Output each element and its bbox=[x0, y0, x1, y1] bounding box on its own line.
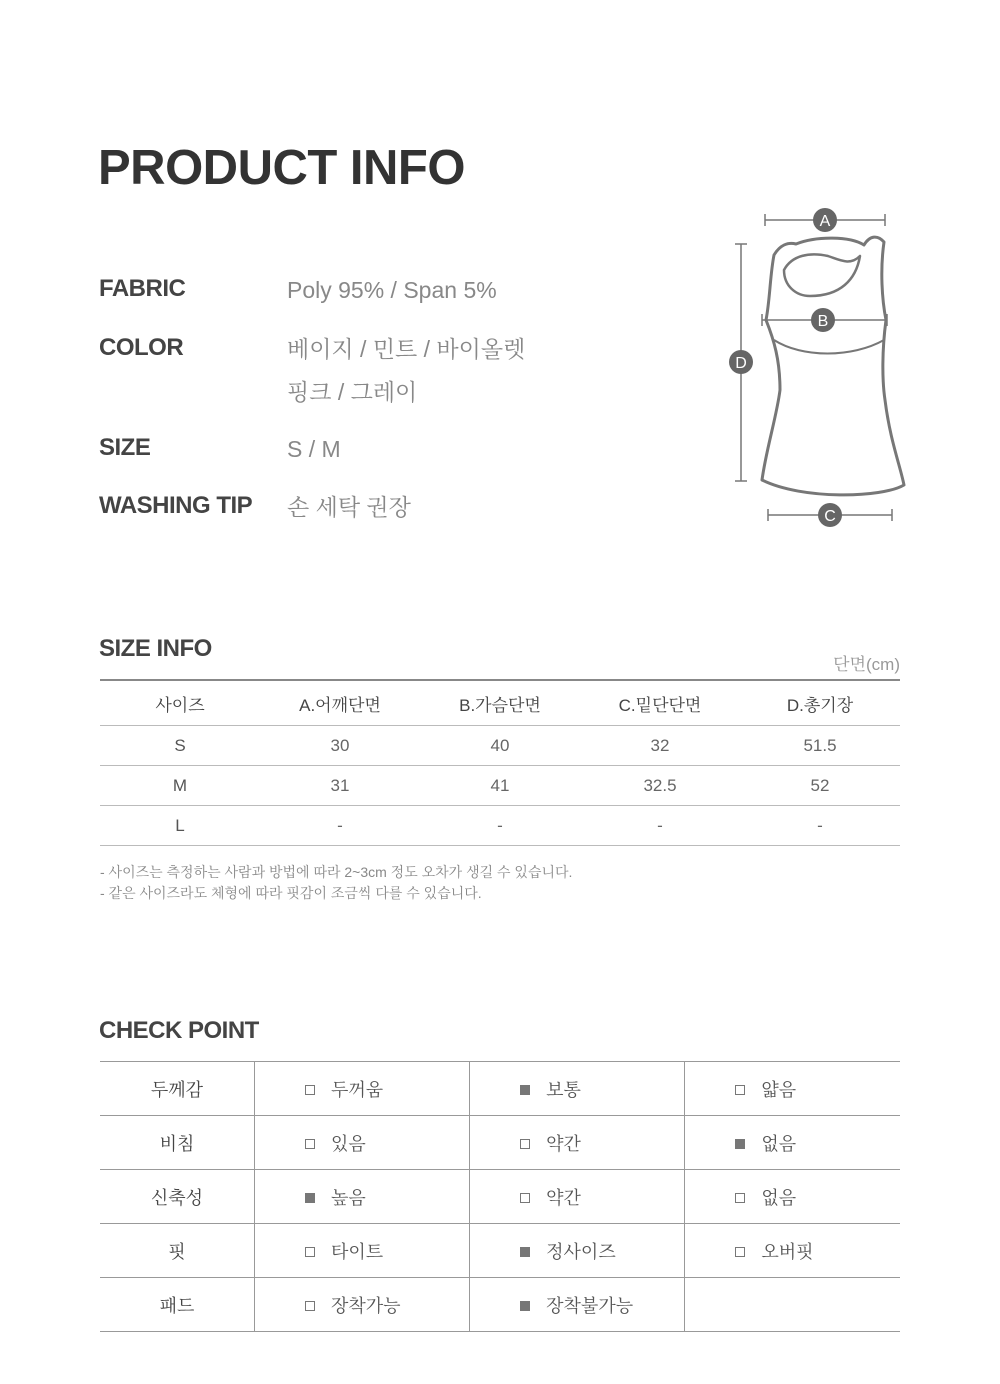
checkbox-filled-icon bbox=[735, 1139, 745, 1149]
value-cell: 40 bbox=[420, 726, 580, 766]
check-option bbox=[255, 1170, 470, 1224]
size-table bbox=[100, 679, 900, 846]
check-option bbox=[255, 1062, 470, 1116]
checkbox-icon bbox=[305, 1139, 315, 1149]
checkbox-filled-icon bbox=[305, 1193, 315, 1203]
option-text: 장착가능 bbox=[331, 1295, 401, 1316]
header-shoulder: A.어깨단면 bbox=[260, 680, 420, 726]
option-text: 없음 bbox=[761, 1133, 797, 1154]
svg-text:B: B bbox=[817, 313, 829, 330]
checkbox-filled-icon bbox=[520, 1301, 530, 1311]
check-option bbox=[470, 1116, 685, 1170]
option-text: 얇음 bbox=[761, 1079, 797, 1100]
check-point-table bbox=[100, 1061, 900, 1332]
check-label: 비침 bbox=[100, 1116, 255, 1170]
check-label: 패드 bbox=[100, 1278, 255, 1332]
value-cell: - bbox=[740, 806, 900, 846]
washing-label: WASHING TIP bbox=[99, 492, 253, 519]
checkbox-filled-icon bbox=[520, 1085, 530, 1095]
option-text: 약간 bbox=[546, 1133, 581, 1154]
check-option bbox=[685, 1116, 900, 1170]
color-value-line2: 핑크 / 그레이 bbox=[287, 379, 418, 405]
svg-text:D: D bbox=[735, 355, 747, 372]
size-value: S / M bbox=[287, 436, 341, 462]
check-option bbox=[685, 1170, 900, 1224]
checkbox-icon bbox=[735, 1193, 745, 1203]
badge-b bbox=[811, 308, 835, 332]
check-option bbox=[685, 1062, 900, 1116]
table-row bbox=[100, 1170, 900, 1224]
option-text: 약간 bbox=[546, 1187, 581, 1208]
check-option bbox=[255, 1116, 470, 1170]
check-option bbox=[470, 1224, 685, 1278]
svg-text:A: A bbox=[819, 213, 831, 230]
check-option-empty bbox=[685, 1278, 900, 1332]
checkbox-filled-icon bbox=[520, 1247, 530, 1257]
option-text: 두꺼움 bbox=[331, 1079, 384, 1100]
size-info-title: SIZE INFO bbox=[99, 635, 212, 662]
checkbox-icon bbox=[305, 1301, 315, 1311]
table-row bbox=[100, 726, 900, 766]
measure-lines bbox=[735, 214, 892, 521]
option-text: 타이트 bbox=[331, 1241, 384, 1262]
header-hem: C.밑단단면 bbox=[580, 680, 740, 726]
size-notes bbox=[100, 862, 572, 904]
checkbox-icon bbox=[735, 1247, 745, 1257]
table-row bbox=[100, 1224, 900, 1278]
option-text: 장착불가능 bbox=[546, 1295, 634, 1316]
badge-d bbox=[729, 350, 753, 374]
value-cell: 32.5 bbox=[580, 766, 740, 806]
badge-a bbox=[813, 208, 837, 232]
check-option bbox=[470, 1062, 685, 1116]
size-label: SIZE bbox=[99, 434, 151, 461]
svg-text:C: C bbox=[824, 508, 836, 525]
value-cell: 51.5 bbox=[740, 726, 900, 766]
table-row bbox=[100, 1278, 900, 1332]
header-chest: B.가슴단면 bbox=[420, 680, 580, 726]
checkbox-icon bbox=[305, 1247, 315, 1257]
check-option bbox=[470, 1278, 685, 1332]
color-value-line1: 베이지 / 민트 / 바이올렛 bbox=[287, 336, 526, 362]
checkbox-icon bbox=[305, 1085, 315, 1095]
size-unit: 단면(cm) bbox=[833, 655, 900, 674]
check-label: 두께감 bbox=[100, 1062, 255, 1116]
badge-c bbox=[818, 503, 842, 527]
option-text: 보통 bbox=[546, 1079, 581, 1100]
note-line: - 사이즈는 측정하는 사람과 방법에 따라 2~3cm 정도 오차가 생길 수 있습니다. bbox=[100, 864, 573, 880]
size-cell: M bbox=[100, 766, 260, 806]
note-line: - 같은 사이즈라도 체형에 따라 핏감이 조금씩 다를 수 있습니다. bbox=[100, 885, 482, 901]
check-label: 핏 bbox=[100, 1224, 255, 1278]
header-length: D.총기장 bbox=[740, 680, 900, 726]
table-row bbox=[100, 766, 900, 806]
garment-diagram bbox=[722, 200, 922, 535]
check-point-title: CHECK POINT bbox=[99, 1017, 259, 1044]
check-option bbox=[685, 1224, 900, 1278]
value-cell: 52 bbox=[740, 766, 900, 806]
option-text: 높음 bbox=[331, 1187, 366, 1208]
size-cell: S bbox=[100, 726, 260, 766]
header-size: 사이즈 bbox=[100, 680, 260, 726]
page-title: PRODUCT INFO bbox=[98, 141, 465, 195]
value-cell: 31 bbox=[260, 766, 420, 806]
check-label: 신축성 bbox=[100, 1170, 255, 1224]
size-table-header bbox=[100, 680, 900, 726]
value-cell: 41 bbox=[420, 766, 580, 806]
option-text: 정사이즈 bbox=[546, 1241, 616, 1262]
check-option bbox=[470, 1170, 685, 1224]
value-cell: 30 bbox=[260, 726, 420, 766]
table-row bbox=[100, 1062, 900, 1116]
tank-top-outline bbox=[762, 237, 904, 495]
table-row bbox=[100, 1116, 900, 1170]
option-text: 있음 bbox=[331, 1133, 366, 1154]
check-option bbox=[255, 1278, 470, 1332]
option-text: 오버핏 bbox=[761, 1241, 814, 1262]
size-cell: L bbox=[100, 806, 260, 846]
checkbox-icon bbox=[520, 1139, 530, 1149]
value-cell: - bbox=[420, 806, 580, 846]
value-cell: 32 bbox=[580, 726, 740, 766]
checkbox-icon bbox=[520, 1193, 530, 1203]
table-row bbox=[100, 806, 900, 846]
check-option bbox=[255, 1224, 470, 1278]
color-label: COLOR bbox=[99, 334, 184, 361]
checkbox-icon bbox=[735, 1085, 745, 1095]
option-text: 없음 bbox=[761, 1187, 797, 1208]
washing-value: 손 세탁 권장 bbox=[287, 494, 411, 520]
value-cell: - bbox=[580, 806, 740, 846]
value-cell: - bbox=[260, 806, 420, 846]
fabric-label: FABRIC bbox=[99, 275, 186, 302]
fabric-value: Poly 95% / Span 5% bbox=[287, 277, 497, 303]
